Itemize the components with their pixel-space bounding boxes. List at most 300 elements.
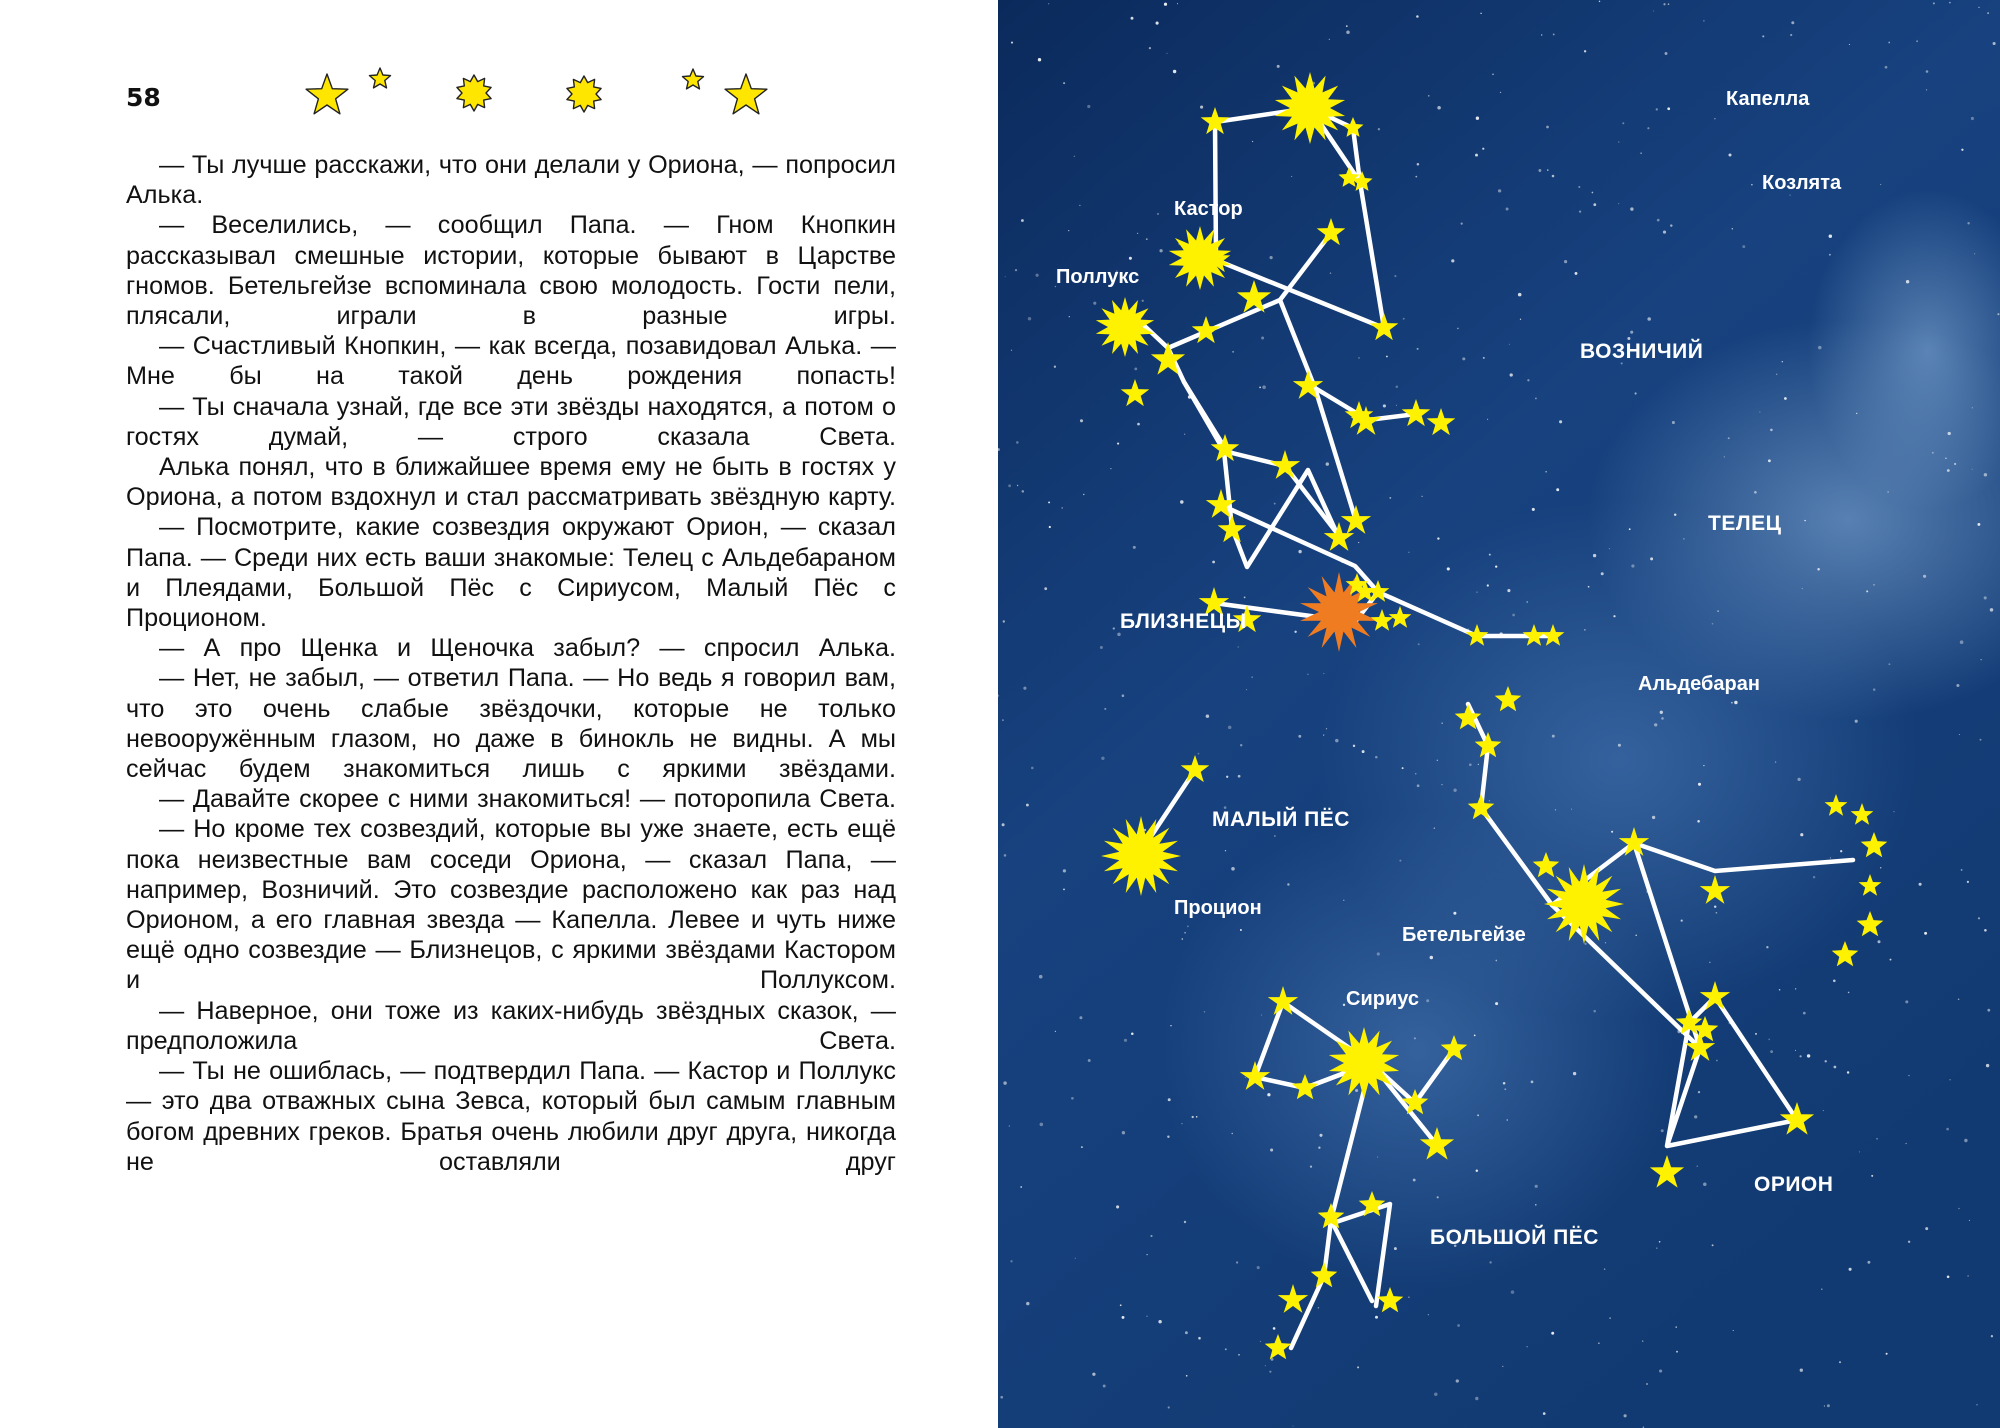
- background-star: [1180, 500, 1183, 503]
- background-star: [1886, 1353, 1888, 1355]
- background-star: [1839, 1361, 1841, 1363]
- background-star: [1238, 646, 1239, 647]
- decorative-star-icon: [370, 68, 391, 88]
- background-star: [1807, 1054, 1810, 1057]
- background-star: [1318, 1147, 1320, 1149]
- background-star: [1905, 1000, 1908, 1003]
- background-star: [1546, 126, 1549, 129]
- background-star: [1543, 1412, 1546, 1415]
- background-star: [1394, 275, 1396, 277]
- decorative-stars: [0, 0, 998, 140]
- background-star: [1142, 300, 1144, 302]
- background-star: [1906, 1143, 1907, 1144]
- background-star: [1489, 1261, 1491, 1263]
- background-star: [1232, 351, 1234, 353]
- background-star: [1017, 485, 1018, 486]
- background-star: [1967, 1275, 1969, 1277]
- background-star: [1888, 42, 1890, 44]
- background-star: [1657, 219, 1660, 222]
- background-star: [1036, 274, 1039, 277]
- background-star: [1028, 317, 1031, 320]
- background-star: [1396, 405, 1397, 406]
- background-star: [1507, 589, 1510, 592]
- background-star: [1818, 346, 1821, 349]
- background-star: [1310, 1166, 1312, 1168]
- background-star: [1888, 663, 1890, 665]
- background-star: [1526, 1346, 1527, 1347]
- label-auriga: ВОЗНИЧИЙ: [1580, 340, 1704, 363]
- background-star: [1676, 1351, 1678, 1353]
- background-star: [1545, 471, 1546, 472]
- background-star: [1984, 473, 1987, 476]
- background-star: [1251, 676, 1252, 677]
- background-star: [1048, 501, 1050, 503]
- background-star: [1437, 106, 1441, 110]
- decorative-star-icon: [683, 69, 704, 89]
- background-star: [1987, 1009, 1990, 1012]
- paragraph: Алька понял, что в ближайшее время ему не быть в гостях у Ориона, а потом вздохнул и стал рассматривать звёздную карту.: [126, 453, 896, 512]
- page-number: 58: [126, 83, 161, 112]
- background-star: [1797, 778, 1800, 781]
- background-star: [1579, 210, 1581, 212]
- background-star: [1663, 231, 1666, 234]
- background-star: [1461, 222, 1463, 224]
- background-star: [1654, 723, 1657, 726]
- background-star: [1063, 869, 1066, 872]
- background-star: [1146, 238, 1148, 240]
- background-star: [1829, 254, 1831, 256]
- background-star: [1919, 883, 1922, 886]
- background-star: [1697, 820, 1700, 823]
- background-star: [1732, 228, 1733, 229]
- background-star: [1987, 12, 1989, 14]
- background-star: [1016, 441, 1019, 444]
- background-star: [1346, 30, 1350, 34]
- background-star: [1609, 1317, 1610, 1318]
- background-star: [1873, 688, 1876, 691]
- label-betelgeuse: Бетельгейзе: [1402, 924, 1526, 946]
- background-star: [1552, 735, 1555, 738]
- background-star: [1535, 397, 1537, 399]
- background-star: [1482, 148, 1484, 150]
- paragraph: — Счастливый Кнопкин, — как всегда, позавидовал Алька. — Мне бы на такой день рождения попасть!: [126, 332, 896, 391]
- background-star: [1122, 1316, 1125, 1319]
- background-star: [1800, 833, 1803, 836]
- background-star: [1298, 550, 1301, 553]
- background-star: [1240, 929, 1242, 931]
- background-star: [1319, 1134, 1322, 1137]
- background-star: [1876, 1138, 1878, 1140]
- background-star: [1134, 368, 1137, 371]
- background-star: [1510, 373, 1513, 376]
- background-star: [1022, 490, 1025, 493]
- background-star: [1476, 592, 1477, 593]
- paragraph: — А про Щенка и Щеночка забыл? — спросил Алька.: [159, 634, 896, 663]
- background-star: [1967, 881, 1969, 883]
- procyon-star-icon: [1101, 816, 1181, 896]
- background-star: [1802, 588, 1803, 589]
- background-star: [1120, 1304, 1122, 1306]
- background-star: [1181, 1123, 1182, 1124]
- background-star: [1428, 1314, 1429, 1315]
- background-star: [1667, 107, 1670, 110]
- background-star: [1131, 17, 1134, 20]
- background-star: [1039, 975, 1043, 979]
- background-star: [1184, 932, 1186, 934]
- background-star: [1044, 587, 1047, 590]
- background-star: [1270, 1148, 1273, 1151]
- background-star: [1618, 203, 1619, 204]
- background-star: [1991, 1335, 1993, 1337]
- label-taurus: ТЕЛЕЦ: [1708, 512, 1782, 535]
- background-star: [1495, 1002, 1498, 1005]
- background-star: [1960, 640, 1964, 644]
- background-star: [1011, 350, 1012, 351]
- background-star: [1716, 912, 1718, 914]
- background-star: [1164, 3, 1167, 6]
- background-star: [1437, 760, 1438, 761]
- background-star: [1079, 205, 1080, 206]
- background-star: [1110, 468, 1111, 469]
- background-star: [1487, 419, 1488, 420]
- background-star: [1177, 3, 1178, 4]
- label-procyon: Процион: [1174, 897, 1262, 919]
- background-star: [1081, 1146, 1083, 1148]
- background-star: [1402, 767, 1404, 769]
- background-star: [1265, 1365, 1266, 1366]
- background-star: [1157, 213, 1159, 215]
- background-star: [1187, 926, 1189, 928]
- background-star: [1122, 1131, 1125, 1134]
- background-star: [1437, 1196, 1439, 1198]
- background-star: [1933, 2, 1935, 4]
- background-star: [1703, 765, 1704, 766]
- background-star: [1578, 186, 1580, 188]
- background-star: [1231, 1133, 1232, 1134]
- background-star: [1358, 542, 1359, 543]
- background-star: [1453, 789, 1456, 792]
- background-star: [1656, 1247, 1658, 1249]
- background-star: [1813, 876, 1815, 878]
- background-star: [1599, 1, 1600, 2]
- background-star: [1068, 230, 1069, 231]
- background-star: [1434, 827, 1435, 828]
- background-star: [1146, 1316, 1147, 1317]
- background-star: [1584, 943, 1586, 945]
- background-star: [1958, 999, 1960, 1001]
- background-star: [1414, 1037, 1416, 1039]
- background-star: [1932, 452, 1934, 454]
- background-star: [1261, 1015, 1262, 1016]
- background-star: [1502, 1366, 1503, 1367]
- background-star: [1855, 720, 1858, 723]
- background-star: [1168, 1098, 1171, 1101]
- background-star: [1593, 1010, 1596, 1013]
- background-star: [1821, 1289, 1822, 1290]
- background-star: [1784, 397, 1787, 400]
- background-star: [1948, 432, 1951, 435]
- background-star: [1647, 127, 1649, 129]
- background-star: [1343, 900, 1344, 901]
- background-star: [1403, 318, 1405, 320]
- background-star: [1683, 538, 1684, 539]
- background-star: [1559, 420, 1562, 423]
- background-star: [1287, 883, 1289, 885]
- background-star: [1768, 1039, 1770, 1041]
- background-star: [1877, 940, 1880, 943]
- background-star: [1717, 610, 1719, 612]
- background-star: [1611, 831, 1613, 833]
- background-star: [1609, 548, 1610, 549]
- background-star: [1978, 917, 1980, 919]
- background-star: [1980, 739, 1982, 741]
- background-star: [1833, 979, 1836, 982]
- background-star: [1629, 528, 1631, 530]
- background-star: [1967, 222, 1969, 224]
- background-star: [1755, 1033, 1757, 1035]
- background-star: [1026, 804, 1029, 807]
- background-star: [1949, 2, 1951, 4]
- background-star: [1483, 357, 1485, 359]
- background-star: [1226, 776, 1228, 778]
- background-star: [1088, 1059, 1091, 1062]
- background-star: [1434, 1393, 1438, 1397]
- background-star: [1150, 1235, 1152, 1237]
- background-star: [1972, 407, 1973, 408]
- background-star: [1961, 149, 1963, 151]
- background-star: [1500, 92, 1501, 93]
- background-star: [1475, 1397, 1478, 1400]
- background-star: [1430, 956, 1434, 960]
- background-star: [1947, 1276, 1950, 1279]
- background-star: [1592, 192, 1594, 194]
- background-star: [1668, 3, 1670, 5]
- background-star: [1551, 1332, 1554, 1335]
- background-star: [1260, 1341, 1261, 1342]
- background-star: [1795, 988, 1796, 989]
- background-star: [1990, 608, 1993, 611]
- background-star: [1661, 1129, 1664, 1132]
- background-star: [1386, 356, 1388, 358]
- label-sirius: Сириус: [1346, 988, 1419, 1010]
- background-star: [1541, 34, 1542, 35]
- background-star: [1731, 702, 1733, 704]
- background-star: [1916, 40, 1918, 42]
- background-star: [1451, 259, 1454, 262]
- background-star: [1571, 809, 1572, 810]
- background-star: [1038, 58, 1041, 61]
- background-star: [1476, 117, 1479, 120]
- background-star: [1770, 429, 1773, 432]
- background-star: [1575, 272, 1578, 275]
- background-star: [1712, 1244, 1714, 1246]
- background-star: [1976, 1404, 1978, 1406]
- background-star: [1074, 156, 1075, 157]
- background-star: [1656, 108, 1658, 110]
- background-star: [1817, 568, 1820, 571]
- background-star: [1840, 850, 1842, 852]
- background-star: [1023, 687, 1026, 690]
- background-star: [1924, 932, 1927, 935]
- background-star: [1954, 463, 1956, 465]
- background-star: [1531, 1081, 1534, 1084]
- background-star: [1782, 361, 1783, 362]
- background-star: [1926, 89, 1927, 90]
- background-star: [1856, 413, 1857, 414]
- background-star: [1520, 319, 1521, 320]
- background-star: [1186, 1375, 1188, 1377]
- background-star: [1182, 938, 1184, 940]
- background-star: [1011, 42, 1013, 44]
- background-star: [1228, 726, 1232, 730]
- background-star: [1751, 184, 1753, 186]
- background-star: [1650, 557, 1653, 560]
- background-star: [1588, 586, 1590, 588]
- background-star: [1240, 744, 1242, 746]
- background-star: [1353, 745, 1355, 747]
- background-star: [1653, 10, 1654, 11]
- background-star: [1428, 95, 1429, 96]
- betelgeuse-star-icon: [1544, 864, 1624, 944]
- background-star: [1329, 39, 1330, 40]
- background-star: [1659, 1369, 1662, 1372]
- background-star: [1318, 1307, 1320, 1309]
- background-star: [1274, 503, 1276, 505]
- background-star: [1259, 387, 1261, 389]
- background-star: [1956, 684, 1959, 687]
- background-star: [1040, 1123, 1044, 1127]
- background-star: [1724, 456, 1725, 457]
- background-star: [1408, 1297, 1409, 1298]
- background-star: [1630, 207, 1633, 210]
- background-star: [1775, 761, 1776, 762]
- background-star: [1613, 615, 1615, 617]
- background-star: [1225, 850, 1226, 851]
- paragraph: — Посмотрите, какие созвездия окружают Орион, — сказал Папа. — Среди них есть ваши знакомые: Телец с Альдебараном и Плеядами, Большой Пёс с Сириусом, Малый Пёс с Проционом.: [126, 513, 896, 633]
- background-star: [1426, 999, 1429, 1002]
- body-text: [126, 150, 896, 1177]
- background-star: [1532, 508, 1535, 511]
- background-star: [1031, 767, 1034, 770]
- background-star: [1080, 419, 1083, 422]
- background-star: [1003, 620, 1005, 622]
- background-star: [1394, 1247, 1397, 1250]
- background-star: [1672, 421, 1675, 424]
- background-star: [1926, 70, 1929, 73]
- background-star: [1827, 1404, 1830, 1407]
- background-star: [1584, 629, 1585, 630]
- background-star: [1416, 15, 1419, 18]
- background-star: [1547, 169, 1548, 170]
- background-star: [1830, 857, 1831, 858]
- background-star: [1092, 1373, 1095, 1376]
- background-star: [1124, 1039, 1127, 1042]
- background-star: [1184, 1221, 1186, 1223]
- star-map-page: [998, 0, 2000, 1428]
- background-star: [1984, 596, 1987, 599]
- label-gemini: БЛИЗНЕЦЫ: [1120, 610, 1247, 633]
- background-star: [1061, 507, 1063, 509]
- background-star: [1129, 257, 1132, 260]
- background-star: [1326, 728, 1327, 729]
- background-star: [1504, 1088, 1506, 1090]
- background-star: [1791, 21, 1794, 24]
- background-star: [1159, 249, 1162, 252]
- background-star: [1421, 496, 1422, 497]
- background-star: [1069, 316, 1070, 317]
- background-star: [1131, 1033, 1134, 1036]
- background-star: [1759, 411, 1760, 412]
- background-star: [1825, 1060, 1827, 1062]
- paragraph: — Нет, не забыл, — ответил Папа. — Но ведь я говорил вам, что это очень слабые звёздочки, которые не только невооружённым глазом, но даже в бинокль не видны. А мы сейчас будем знакомиться лишь с яркими звёздами.: [126, 664, 896, 784]
- background-star: [1270, 256, 1273, 259]
- background-star: [1291, 176, 1292, 177]
- background-star: [1100, 646, 1103, 649]
- background-star: [1101, 757, 1104, 760]
- background-star: [1518, 293, 1522, 297]
- background-star: [1447, 567, 1450, 570]
- background-star: [1923, 575, 1926, 578]
- background-star: [1238, 1354, 1240, 1356]
- background-star: [1206, 714, 1209, 717]
- background-star: [1733, 1330, 1734, 1331]
- background-star: [1961, 869, 1963, 871]
- background-star: [1618, 744, 1621, 747]
- background-star: [1709, 962, 1710, 963]
- background-star: [1552, 175, 1555, 178]
- background-star: [1079, 1016, 1082, 1019]
- background-star: [1346, 25, 1348, 27]
- background-star: [1489, 800, 1490, 801]
- background-star: [1959, 734, 1960, 735]
- background-star: [1947, 469, 1950, 472]
- background-star: [1389, 497, 1391, 499]
- background-star: [1495, 960, 1497, 962]
- background-star: [1245, 1077, 1246, 1078]
- background-star: [1492, 73, 1494, 75]
- decorative-star-icon: [567, 76, 601, 112]
- background-star: [1116, 1205, 1119, 1208]
- background-star: [1480, 13, 1481, 14]
- background-star: [1958, 1208, 1959, 1209]
- background-star: [1804, 520, 1805, 521]
- background-star: [1204, 1011, 1206, 1013]
- background-star: [1048, 3, 1049, 4]
- background-star: [1415, 176, 1417, 178]
- background-star: [1010, 1260, 1012, 1262]
- label-canis-major: БОЛЬШОЙ ПЁС: [1430, 1226, 1599, 1249]
- background-star: [1742, 245, 1745, 248]
- background-star: [1906, 280, 1909, 283]
- background-star: [1262, 385, 1266, 389]
- background-star: [1779, 989, 1781, 991]
- background-star: [1335, 739, 1338, 742]
- background-star: [1015, 269, 1017, 271]
- background-star: [1890, 959, 1892, 961]
- background-star: [1698, 783, 1701, 786]
- background-star: [1698, 1091, 1700, 1093]
- background-star: [1618, 141, 1619, 142]
- background-star: [1417, 784, 1420, 787]
- background-star: [1945, 457, 1947, 459]
- background-star: [1631, 564, 1634, 567]
- background-star: [1694, 1115, 1697, 1118]
- background-star: [1396, 386, 1399, 389]
- label-aldebaran: Альдебаран: [1638, 673, 1760, 695]
- paragraph: — Ты сначала узнай, где все эти звёзды находятся, а потом о гостях думай, — строго сказала Света.: [126, 392, 896, 451]
- background-star: [1104, 708, 1106, 710]
- background-star: [1166, 53, 1167, 54]
